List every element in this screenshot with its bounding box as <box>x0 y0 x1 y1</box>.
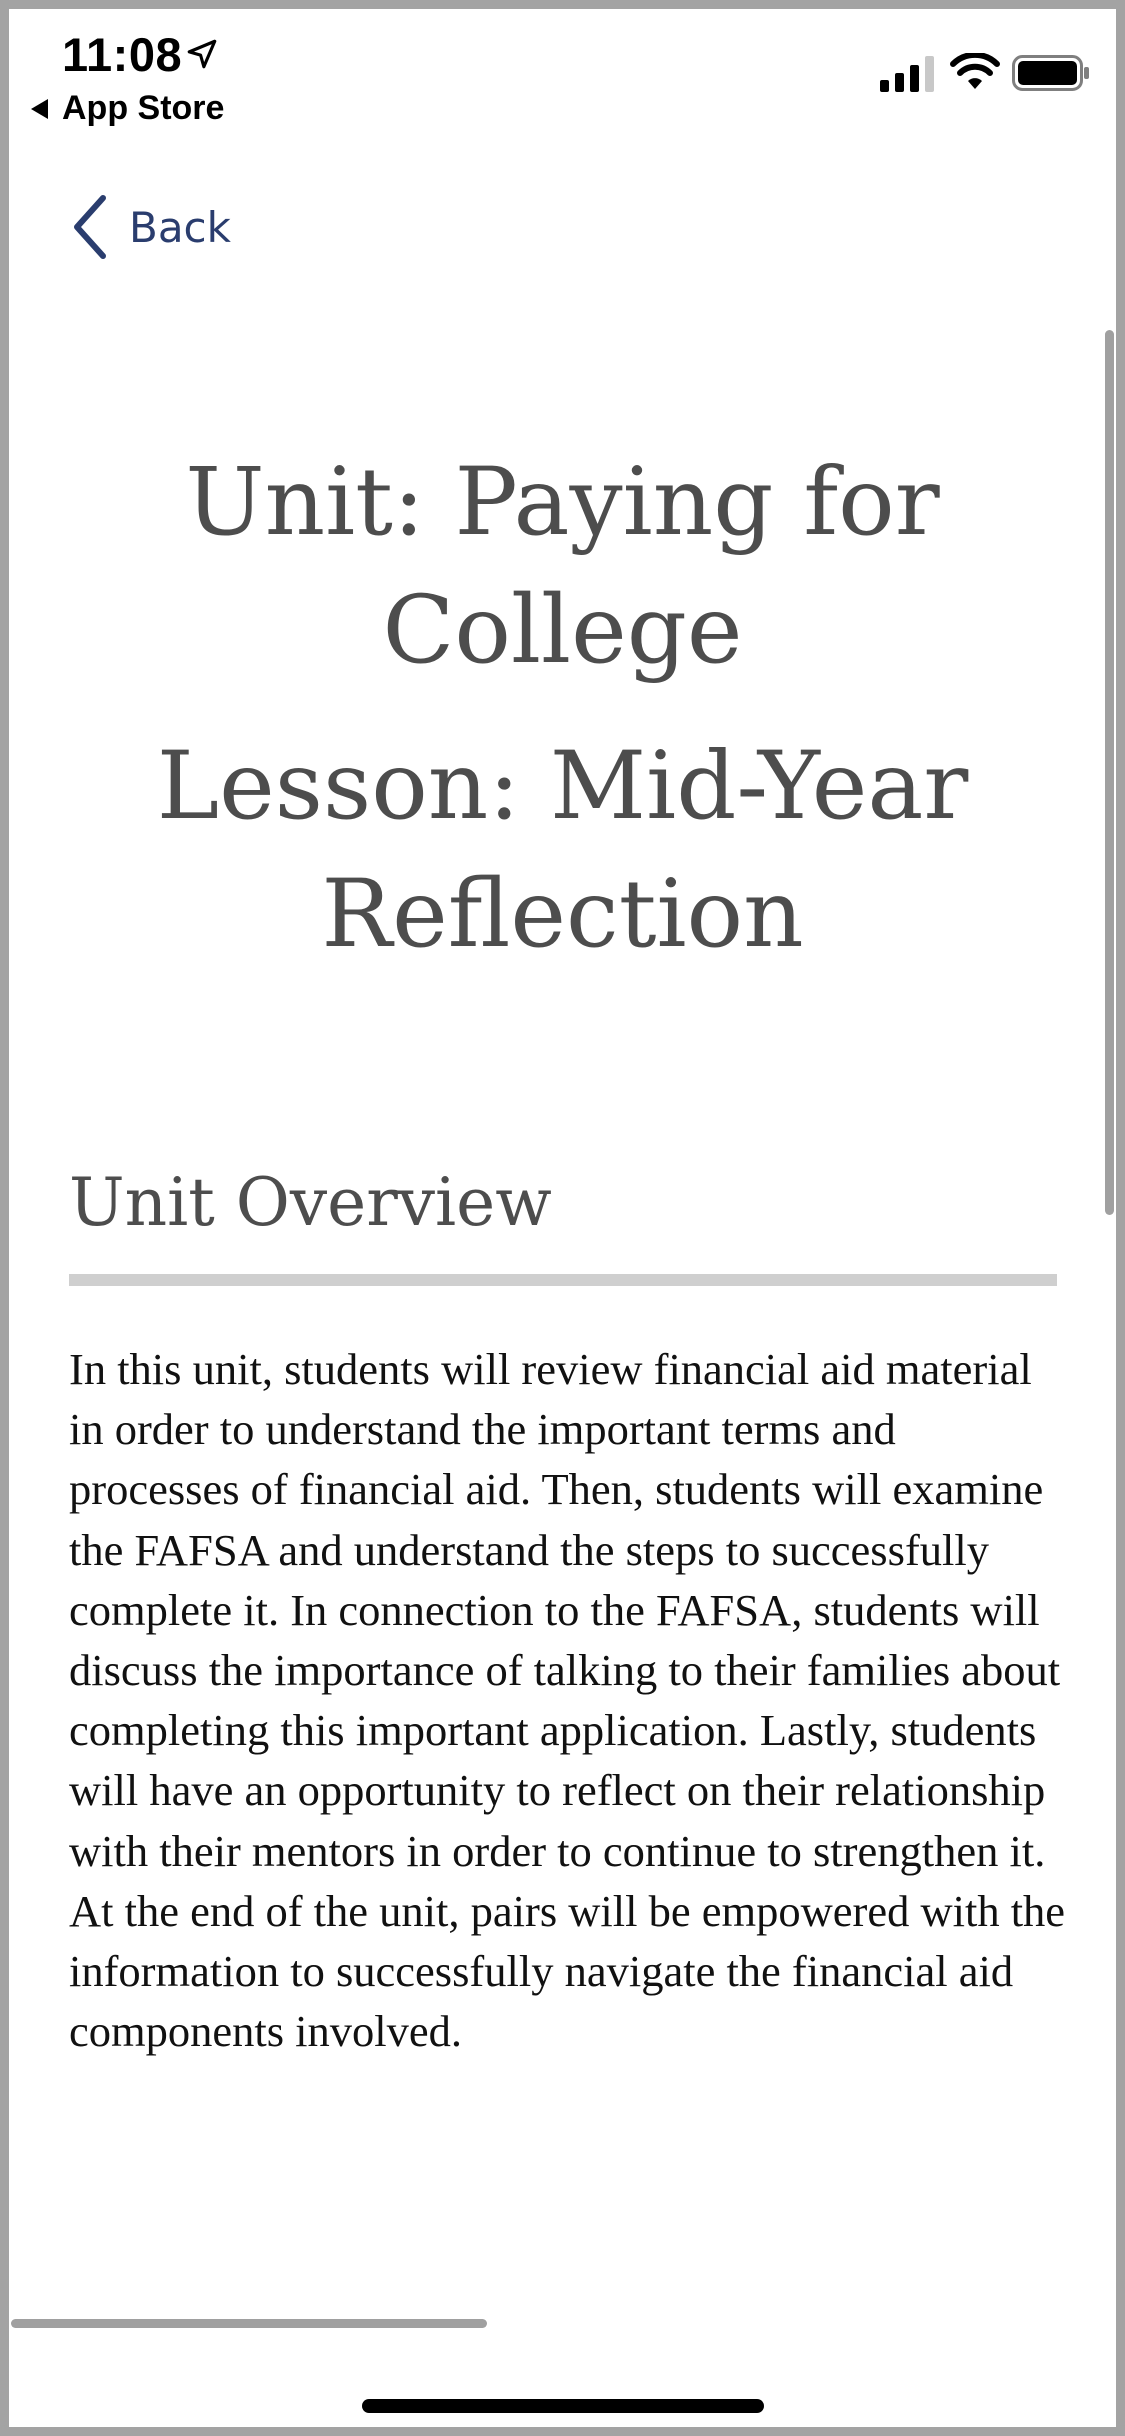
home-indicator[interactable] <box>362 2399 764 2413</box>
back-to-app-label: App Store <box>62 89 225 127</box>
back-label: Back <box>129 202 231 252</box>
status-time: 11:08 <box>62 28 183 81</box>
back-triangle-icon <box>31 99 48 119</box>
signal-icon <box>880 54 935 92</box>
horizontal-scrollbar[interactable] <box>11 2319 487 2328</box>
phone-screen <box>9 9 1116 2427</box>
battery-icon <box>1012 55 1090 91</box>
back-to-app-store[interactable] <box>31 89 224 128</box>
section-heading: Unit Overview <box>69 1164 552 1241</box>
unit-title: Unit: Paying for College <box>185 448 940 685</box>
wifi-icon <box>950 53 1000 91</box>
vertical-scrollbar[interactable] <box>1105 330 1114 1215</box>
lesson-title: Lesson: Mid-Year Reflection <box>156 732 969 969</box>
unit-overview-text: In this unit, students will review financial aid material in order to understand the important terms and processes of financial aid. Then, students will examine the FAFSA and understand the steps to successfully complete it. In connection to the FAFSA, students will discuss the importance of talking to their families about completing this important application. Lastly, students will have an opportunity to reflect on their relationship with their mentors in order to continue to strengthen it. At the end of the unit, pairs will be empowered with the information to successfully navigate the financial aid components involved. <box>69 1344 1066 2057</box>
section-divider <box>69 1274 1057 1286</box>
chevron-left-icon <box>69 194 111 260</box>
location-arrow-icon <box>185 37 219 71</box>
back-button[interactable] <box>69 194 231 260</box>
